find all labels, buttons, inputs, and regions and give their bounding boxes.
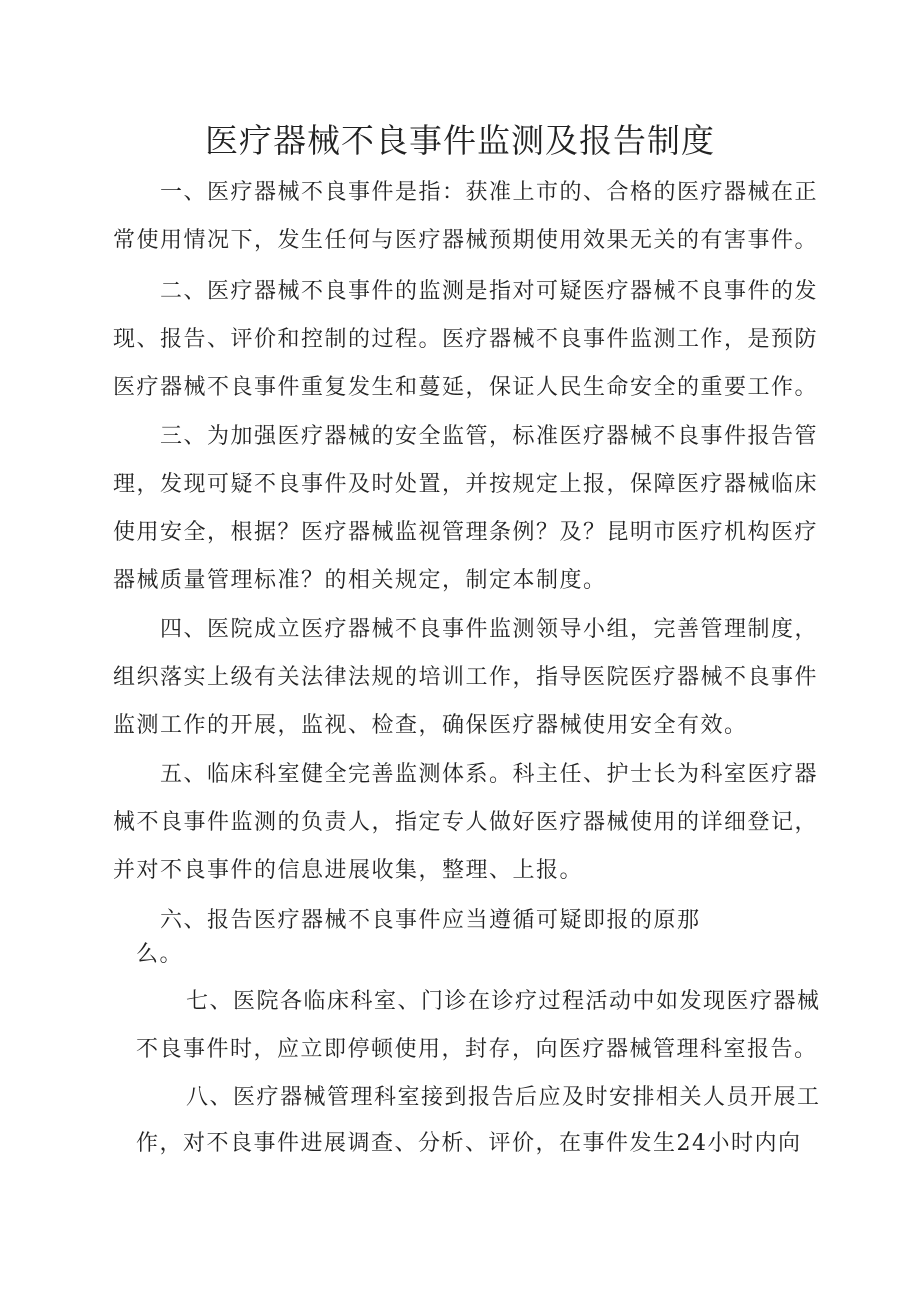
paragraph-line: 不良事件时，应立即停顿使用，封存，向医疗器械管理科室报告。 (136, 1037, 818, 1062)
paragraph-line: 理，发现可疑不良事件及时处置，并按规定上报，保障医疗器械临床 (113, 472, 819, 497)
paragraph-line: 二、医疗器械不良事件的监测是指对可疑医疗器械不良事件的发 (160, 279, 819, 304)
paragraph-line: 医疗器械不良事件重复发生和蔓延，保证人民生命安全的重要工作。 (113, 375, 819, 400)
paragraph-line: 械不良事件监测的负责人，指定专人做好医疗器械使用的详细登记， (113, 810, 819, 835)
paragraph-line: 常使用情况下，发生任何与医疗器械预期使用效果无关的有害事件。 (113, 228, 819, 253)
paragraph-line: 监测工作的开展，监视、检查，确保医疗器械使用安全有效。 (113, 713, 748, 738)
paragraph-line: 八、医疗器械管理科室接到报告后应及时安排相关人员开展工 (186, 1085, 821, 1110)
paragraph-line: 五、临床科室健全完善监测体系。科主任、护士长为科室医疗器 (160, 762, 819, 787)
paragraph-line: 四、医院成立医疗器械不良事件监测领导小组，完善管理制度， (160, 617, 819, 642)
paragraph-line: 使用安全，根据？医疗器械监视管理条例？及？昆明市医疗机构医疗 (113, 520, 819, 545)
paragraph-line: 组织落实上级有关法律法规的培训工作，指导医院医疗器械不良事件 (113, 665, 819, 690)
paragraph-line: 七、医院各临床科室、门诊在诊疗过程活动中如发现医疗器械 (186, 989, 821, 1014)
paragraph-line: 六、报告医疗器械不良事件应当遵循可疑即报的原那 (160, 908, 701, 933)
document-title: 医疗器械不良事件监测及报告制度 (205, 121, 715, 160)
paragraph-line: 一、医疗器械不良事件是指：获准上市的、合格的医疗器械在正 (160, 180, 819, 205)
paragraph-line: 么。 (136, 942, 184, 967)
paragraph-line: 三、为加强医疗器械的安全监管，标准医疗器械不良事件报告管 (160, 424, 819, 449)
paragraph-line: 并对不良事件的信息进展收集，整理、上报。 (113, 858, 584, 883)
paragraph-line: 作，对不良事件进展调查、分析、评价，在事件发生24小时内向 (136, 1131, 802, 1156)
paragraph-line: 现、报告、评价和控制的过程。医疗器械不良事件监测工作，是预防 (113, 327, 819, 352)
paragraph-line: 器械质量管理标准？的相关规定，制定本制度。 (113, 568, 607, 593)
